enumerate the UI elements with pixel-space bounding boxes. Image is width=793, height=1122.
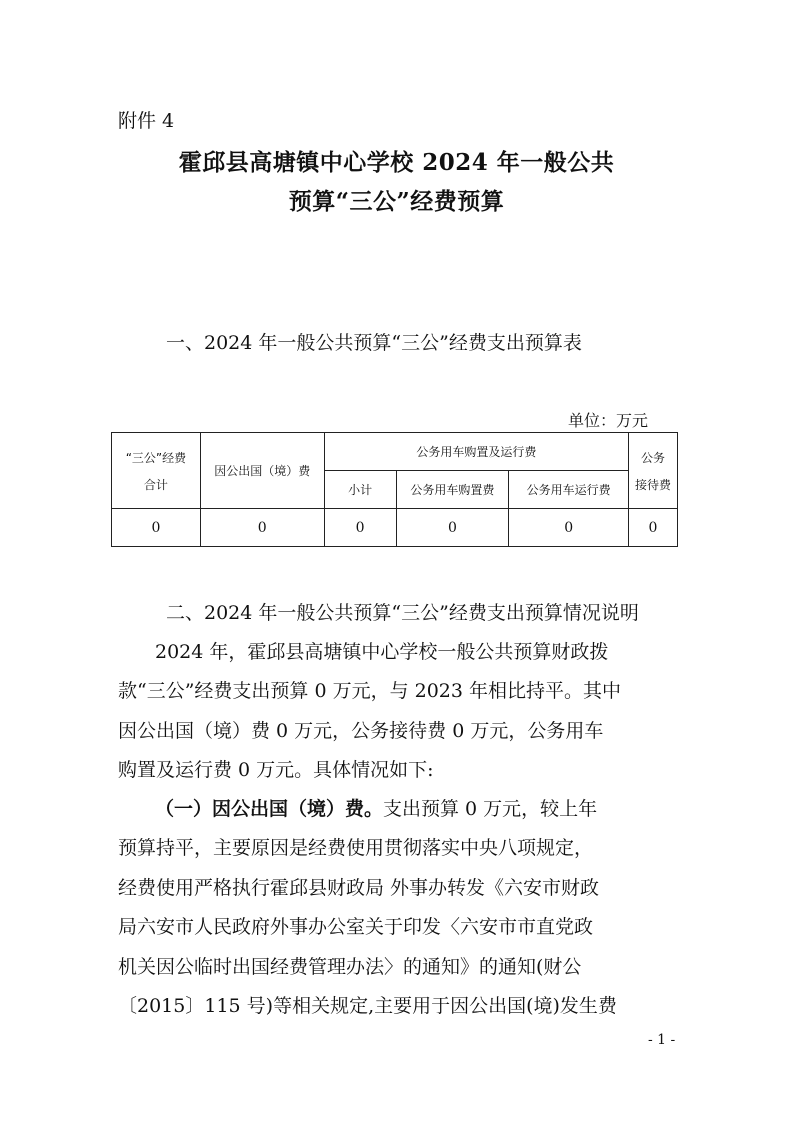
page-number: - 1 - <box>648 1032 676 1048</box>
header-total-line-1: “三公”经费 <box>125 450 187 465</box>
header-vehicle-operation: 公务用车运行费 <box>509 471 629 509</box>
value-reception: 0 <box>629 509 678 547</box>
item-1-line-4: 局六安市人民政府外事办公室关于印发〈六安市市直党政 <box>118 916 594 938</box>
unit-label: 单位：万元 <box>568 411 649 430</box>
header-total-line-2: 合计 <box>143 477 168 492</box>
body-line-3: 因公出国（境）费 0 万元，公务接待费 0 万元，公务用车 <box>118 720 604 742</box>
header-vehicle-group: 公务用车购置及运行费 <box>324 433 628 471</box>
section-2-heading: 二、2024 年一般公共预算“三公”经费支出预算情况说明 <box>166 602 639 624</box>
header-subtotal: 小计 <box>324 471 396 509</box>
header-reception <box>629 433 678 509</box>
header-reception-line-1: 公务 <box>641 450 666 465</box>
document-title-line-2: 预算“三公”经费预算 <box>288 188 505 215</box>
item-1-first-line <box>155 794 597 821</box>
header-abroad: 因公出国（境）费 <box>200 433 324 509</box>
attachment-label: 附件 4 <box>118 110 175 132</box>
document-title-line-1: 霍邱县高塘镇中心学校 2024 年一般公共 <box>178 149 615 176</box>
body-line-1: 2024 年，霍邱县高塘镇中心学校一般公共预算财政拨 <box>155 641 609 663</box>
item-1-line-2: 预算持平，主要原因是经费使用贯彻落实中央八项规定， <box>118 837 594 859</box>
header-total <box>112 433 201 509</box>
item-1-heading: （一）因公出国（境）费。 <box>155 798 384 820</box>
value-vehicle-purchase: 0 <box>396 509 509 547</box>
item-1-line-5: 机关因公临时出国经费管理办法〉的通知》的通知(财公 <box>118 956 582 978</box>
item-1-line-3: 经费使用严格执行霍邱县财政局 外事办转发《六安市财政 <box>118 877 600 899</box>
table-header-row-1 <box>112 433 678 471</box>
body-line-4: 购置及运行费 0 万元。具体情况如下: <box>118 759 434 781</box>
section-1-heading: 一、2024 年一般公共预算“三公”经费支出预算表 <box>166 332 582 354</box>
header-reception-line-2: 接待费 <box>635 477 672 492</box>
value-abroad: 0 <box>200 509 324 547</box>
item-1-text: 支出预算 0 万元，较上年 <box>383 798 598 820</box>
item-1-line-6: 〔2015〕115 号)等相关规定,主要用于因公出国(境)发生费 <box>118 995 617 1017</box>
table-row <box>112 509 678 547</box>
value-total: 0 <box>112 509 201 547</box>
budget-table <box>111 432 678 547</box>
value-subtotal: 0 <box>324 509 396 547</box>
body-line-2: 款“三公”经费支出预算 0 万元，与 2023 年相比持平。其中 <box>118 680 622 702</box>
value-vehicle-operation: 0 <box>509 509 629 547</box>
header-vehicle-purchase: 公务用车购置费 <box>396 471 509 509</box>
